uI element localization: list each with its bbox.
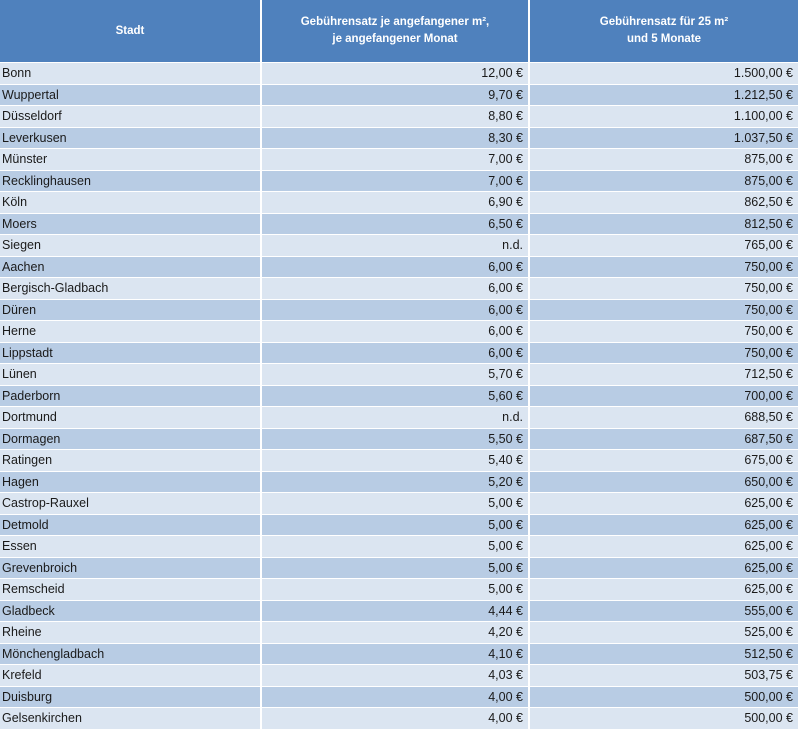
city-cell: Lünen	[0, 363, 262, 385]
table-row	[0, 643, 798, 665]
table-row	[0, 621, 798, 643]
city-cell: Düren	[0, 299, 262, 321]
rate-cell: 6,00 €	[262, 299, 530, 321]
total-cell: 750,00 €	[530, 320, 798, 342]
rate-cell: 4,00 €	[262, 686, 530, 708]
city-cell: Dortmund	[0, 406, 262, 428]
header-city	[0, 0, 262, 62]
total-cell: 625,00 €	[530, 578, 798, 600]
header-total-line2: und 5 Monate	[626, 33, 702, 45]
city-cell: Ratingen	[0, 449, 262, 471]
city-cell: Gelsenkirchen	[0, 707, 262, 729]
total-cell: 625,00 €	[530, 514, 798, 536]
total-cell: 712,50 €	[530, 363, 798, 385]
table-row	[0, 234, 798, 256]
table-row	[0, 148, 798, 170]
total-cell: 875,00 €	[530, 170, 798, 192]
total-cell: 625,00 €	[530, 492, 798, 514]
total-cell: 687,50 €	[530, 428, 798, 450]
city-cell: Bonn	[0, 62, 262, 84]
rate-cell: 6,00 €	[262, 277, 530, 299]
total-cell: 750,00 €	[530, 342, 798, 364]
rate-cell: 4,03 €	[262, 664, 530, 686]
table-row	[0, 342, 798, 364]
table-row	[0, 84, 798, 106]
rate-cell: 5,40 €	[262, 449, 530, 471]
header-rate-line2: je angefangener Monat	[332, 33, 458, 45]
rate-cell: 4,44 €	[262, 600, 530, 622]
header-total-line1: Gebührensatz für 25 m²	[599, 16, 729, 28]
rate-cell: 4,20 €	[262, 621, 530, 643]
table-row	[0, 428, 798, 450]
table-row	[0, 127, 798, 149]
table-header	[0, 0, 798, 62]
table-row	[0, 707, 798, 729]
header-row	[0, 0, 798, 62]
city-cell: Düsseldorf	[0, 105, 262, 127]
table-row	[0, 256, 798, 278]
table-row	[0, 514, 798, 536]
rate-cell: 5,00 €	[262, 557, 530, 579]
total-cell: 650,00 €	[530, 471, 798, 493]
table-row	[0, 578, 798, 600]
rate-cell: n.d.	[262, 234, 530, 256]
rate-cell: 6,00 €	[262, 256, 530, 278]
rate-cell: 5,00 €	[262, 578, 530, 600]
total-cell: 525,00 €	[530, 621, 798, 643]
rate-cell: 6,50 €	[262, 213, 530, 235]
total-cell: 750,00 €	[530, 256, 798, 278]
header-total	[530, 0, 798, 62]
city-cell: Aachen	[0, 256, 262, 278]
total-cell: 675,00 €	[530, 449, 798, 471]
total-cell: 1.100,00 €	[530, 105, 798, 127]
table-row	[0, 62, 798, 84]
city-cell: Essen	[0, 535, 262, 557]
total-cell: 700,00 €	[530, 385, 798, 407]
city-cell: Castrop-Rauxel	[0, 492, 262, 514]
total-cell: 1.212,50 €	[530, 84, 798, 106]
rate-cell: 5,60 €	[262, 385, 530, 407]
rate-cell: 6,90 €	[262, 191, 530, 213]
city-cell: Lippstadt	[0, 342, 262, 364]
header-city-label: Stadt	[115, 24, 145, 37]
total-cell: 500,00 €	[530, 707, 798, 729]
table-row	[0, 600, 798, 622]
total-cell: 750,00 €	[530, 299, 798, 321]
city-cell: Grevenbroich	[0, 557, 262, 579]
total-cell: 500,00 €	[530, 686, 798, 708]
table-row	[0, 191, 798, 213]
rate-cell: 12,00 €	[262, 62, 530, 84]
city-cell: Remscheid	[0, 578, 262, 600]
rate-cell: 4,00 €	[262, 707, 530, 729]
table-body	[0, 62, 798, 729]
table-row	[0, 277, 798, 299]
rate-cell: 5,00 €	[262, 535, 530, 557]
total-cell: 512,50 €	[530, 643, 798, 665]
rate-cell: 7,00 €	[262, 170, 530, 192]
city-cell: Hagen	[0, 471, 262, 493]
total-cell: 750,00 €	[530, 277, 798, 299]
rate-cell: 5,00 €	[262, 492, 530, 514]
total-cell: 625,00 €	[530, 535, 798, 557]
rate-cell: 5,00 €	[262, 514, 530, 536]
rate-cell: 8,30 €	[262, 127, 530, 149]
total-cell: 688,50 €	[530, 406, 798, 428]
city-cell: Siegen	[0, 234, 262, 256]
city-cell: Münster	[0, 148, 262, 170]
total-cell: 812,50 €	[530, 213, 798, 235]
city-cell: Herne	[0, 320, 262, 342]
city-cell: Gladbeck	[0, 600, 262, 622]
rate-cell: 5,50 €	[262, 428, 530, 450]
rate-cell: 8,80 €	[262, 105, 530, 127]
table-row	[0, 492, 798, 514]
rate-cell: 5,70 €	[262, 363, 530, 385]
city-cell: Bergisch-Gladbach	[0, 277, 262, 299]
table-row	[0, 299, 798, 321]
total-cell: 862,50 €	[530, 191, 798, 213]
city-cell: Krefeld	[0, 664, 262, 686]
rate-cell: 5,20 €	[262, 471, 530, 493]
city-cell: Moers	[0, 213, 262, 235]
table-row	[0, 385, 798, 407]
city-cell: Paderborn	[0, 385, 262, 407]
header-rate	[262, 0, 530, 62]
total-cell: 1.037,50 €	[530, 127, 798, 149]
city-cell: Dormagen	[0, 428, 262, 450]
table-row	[0, 105, 798, 127]
total-cell: 765,00 €	[530, 234, 798, 256]
table-row	[0, 320, 798, 342]
rate-cell: 4,10 €	[262, 643, 530, 665]
city-cell: Rheine	[0, 621, 262, 643]
city-cell: Mönchengladbach	[0, 643, 262, 665]
table-row	[0, 686, 798, 708]
table-row	[0, 664, 798, 686]
rate-cell: n.d.	[262, 406, 530, 428]
table-row	[0, 213, 798, 235]
rate-cell: 7,00 €	[262, 148, 530, 170]
table-row	[0, 535, 798, 557]
table-row	[0, 406, 798, 428]
total-cell: 875,00 €	[530, 148, 798, 170]
table-row	[0, 557, 798, 579]
rate-cell: 6,00 €	[262, 342, 530, 364]
city-cell: Detmold	[0, 514, 262, 536]
rate-cell: 9,70 €	[262, 84, 530, 106]
total-cell: 1.500,00 €	[530, 62, 798, 84]
city-cell: Wuppertal	[0, 84, 262, 106]
header-rate-line1: Gebührensatz je angefangener m²,	[300, 16, 490, 28]
total-cell: 555,00 €	[530, 600, 798, 622]
city-cell: Duisburg	[0, 686, 262, 708]
table-row	[0, 449, 798, 471]
total-cell: 503,75 €	[530, 664, 798, 686]
rate-cell: 6,00 €	[262, 320, 530, 342]
city-cell: Köln	[0, 191, 262, 213]
city-cell: Recklinghausen	[0, 170, 262, 192]
total-cell: 625,00 €	[530, 557, 798, 579]
city-cell: Leverkusen	[0, 127, 262, 149]
table-row	[0, 471, 798, 493]
table-row	[0, 170, 798, 192]
table-row	[0, 363, 798, 385]
